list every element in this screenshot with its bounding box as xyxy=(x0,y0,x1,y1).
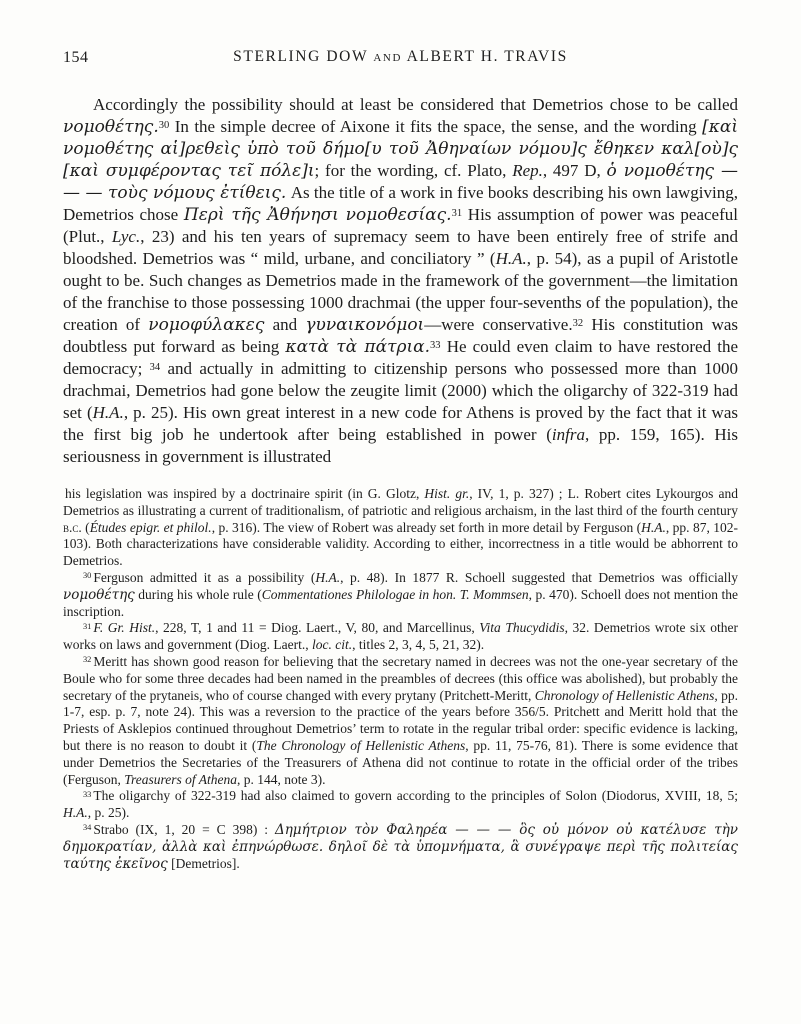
footnote-text: The oligarchy of 322-319 had also claimed to govern according to the principles of Solon (Diodorus, XVIII, 18, 5; H.A., p. 25). xyxy=(63,788,738,821)
footnotes-section xyxy=(63,486,738,872)
footnote-29-continuation xyxy=(63,486,738,570)
page-number: 154 xyxy=(63,49,89,66)
footnote-marker: 31 xyxy=(83,621,92,631)
footnote-marker: 30 xyxy=(83,571,92,581)
footnote-33 xyxy=(63,788,738,822)
footnote-marker: 32 xyxy=(83,655,92,665)
footnote-text: Strabo (IX, 1, 20 = C 398) : Δημήτριον τὸν Φαληρέα — — — ὃς οὐ μόνον οὐ κατέλυσε τὴν δημοκρατίαν, ἀλλὰ καὶ ἐπηνώρθωσε. δηλοῖ δὲ τὰ ὑπομνήματα, ἃ συνέγραψε περὶ τῆς πολιτείας ταύτης ἐκεῖνος [Demetrios]. xyxy=(63,821,738,872)
footnote-text: Meritt has shown good reason for believing that the secretary named in decrees was not the one-year secretary of the Boule who for some three decades had been named in the preambles of decrees (this office was abolished), but probably the secretary of the prytaneis, who of course changed with every prytany (Pritchett-Meritt, Chronology of Hellenistic Athens, pp. 1-7, esp. p. 7, note 24). This was a reversion to the practice of the years before 356/5. Pritchett and Meritt hold that the Priests of Asklepios continued throughout Demetrios’ term to rotate in the regular tribal order: specific evidence is lacking, but there is no reason to doubt it (The Chronology of Hellenistic Athens, pp. 11, 75-76, 81). There is some evidence that under Demetrios the Secretaries of the Treasurers of Athena did not continue to rotate in the official order of the tribes (Ferguson, Treasurers of Athena, p. 144, note 3). xyxy=(63,653,739,787)
footnote-31 xyxy=(63,620,738,654)
running-title: STERLING DOW and ALBERT H. TRAVIS xyxy=(233,48,568,65)
footnote-text: F. Gr. Hist., 228, T, 1 and 11 = Diog. Laert., V, 80, and Marcellinus, Vita Thucydidis, 32. Demetrios wrote six other works on laws and government (Diog. Laert., loc. cit., titles 2, 3, 4, 5, 21, 32). xyxy=(63,620,739,653)
footnote-text: Ferguson admitted it as a possibility (H.A., p. 48). In 1877 R. Schoell suggested that Demetrios was officially νομοθέτης during his whole rule (Commentationes Philologae in hon. T. Mommsen, p. 470). Schoell does not mention the inscription. xyxy=(63,569,738,619)
footnote-30 xyxy=(63,570,738,620)
footnote-32 xyxy=(63,654,738,788)
footnote-34 xyxy=(63,822,738,872)
body-paragraph: Accordingly the possibility should at least be considered that Demetrios chose to be called νομοθέτης.$^{30}$ In the simple decree of Aixone it fits the space, the sense, and the wording [καὶ νομοθέτης αἱ]ρεθεὶς ὑπὸ τοῦ δήμο[υ τοῦ Ἀθηναίων νόμου]ς ἔθηκεν καλ[οὺ]ς [καὶ συμφέροντας τεῖ πόλε]ι; for the wording, cf. Plato, Rep., 497 D, ὁ νομοθέτης — — — τοὺς νόμους ἐτίθεις. As the title of a work in five books describing his own lawgiving, Demetrios chose Περὶ τῆς Ἀθήνησι νομοθεσίας.$^{31}$ His assumption of power was peaceful (Plut., Lyc., 23) and his ten years of supremacy seem to have been entirely free of strife and bloodshed. Demetrios was “ mild, urbane, and conciliatory ” (H.A., p. 54), as a pupil of Aristotle ought to be. Such changes as Demetrios made in the framework of the government—the limitation of the franchise to those possessing 1000 drachmai (the upper four-sevenths of the population), the creation of νομοφύλακες and γυναικονόμοι—were conservative.$^{32}$ His constitution was doubtless put forward as being κατὰ τὰ πάτρια.$^{33}$ He could even claim to have restored the democracy; $^{34}$ and actually in admitting to citizenship persons who possessed more than 1000 drachmai, Demetrios had gone below the zeugite limit (2000) which the oligarchy of 322-319 had set (H.A., p. 25). His own great interest in a new code for Athens is proved by the fact that it was the first big job he undertook after being established in power (infra, pp. 159, 165). His seriousness in government is illustrated xyxy=(63,95,739,466)
footnote-marker: 33 xyxy=(83,789,92,799)
footnote-marker: 34 xyxy=(83,823,92,833)
footnote-text: his legislation was inspired by a doctrinaire spirit (in G. Glotz, Hist. gr., IV, 1, p. 327) ; L. Robert cites Lykourgos and Demetrios as illustrating a current of traditionalism, of patriotic and religious archaism, in the last third of the fourth century b.c. (Études epigr. et philol., p. 316). The view of Robert was already set forth in more detail by Ferguson (H.A., pp. 87, 102-103). Both characterizations have considerable validity. According to either, incorrectness in a title would be abhorrent to Demetrios. xyxy=(63,486,739,569)
running-head xyxy=(63,48,738,70)
